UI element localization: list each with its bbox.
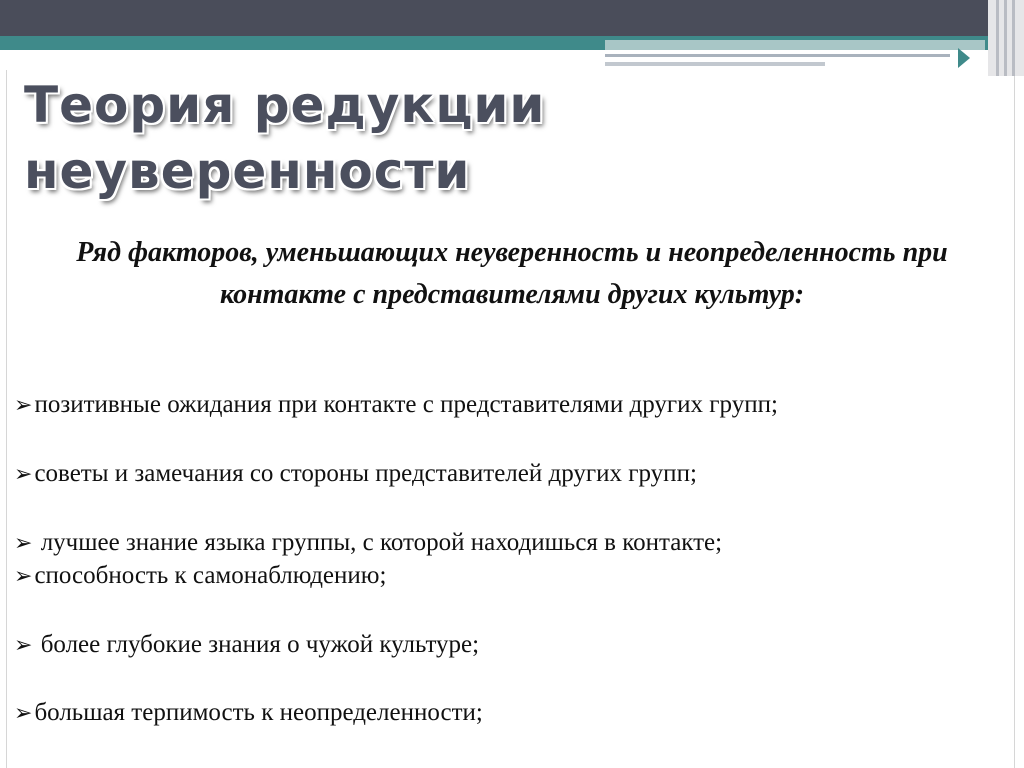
header-band-light (605, 40, 985, 50)
arrow-bullet-icon: ➢ (14, 700, 33, 725)
corner-triangle-icon (958, 48, 970, 68)
header-stripe-short (605, 62, 825, 66)
bullet-item (14, 459, 1004, 489)
corner-decoration (988, 0, 1024, 76)
arrow-bullet-icon: ➢ (14, 392, 33, 417)
arrow-bullet-icon: ➢ (14, 530, 33, 555)
bullet-item (14, 698, 1004, 728)
arrow-bullet-icon: ➢ (14, 563, 33, 588)
arrow-bullet-icon: ➢ (14, 461, 33, 486)
frame-line-left (6, 70, 7, 768)
slide-subtitle: Ряд факторов, уменьшающих неуверенность и неопределенность при контакте с представителями других культур: (76, 237, 948, 310)
bullet-item (14, 561, 1004, 591)
title-line: неуверенности (24, 142, 471, 200)
title-line: Теория редукции (24, 76, 546, 134)
slide-title (24, 72, 624, 204)
bullet-text: способность к самонаблюдению; (34, 562, 387, 589)
bullet-text: советы и замечания со стороны представителей других групп; (34, 460, 697, 487)
arrow-bullet-icon: ➢ (14, 632, 33, 657)
header-band-dark (0, 0, 1024, 36)
bullet-item (14, 528, 1004, 558)
bullet-text: большая терпимость к неопределенности; (34, 699, 483, 726)
bullet-item (14, 390, 1004, 420)
bullet-text: более глубокие знания о чужой культуре; (34, 631, 480, 658)
bullet-item (14, 630, 1004, 660)
frame-line-right (1014, 76, 1015, 768)
header-stripe (605, 54, 950, 57)
bullet-text: лучшее знание языка группы, с которой находишься в контакте; (34, 529, 723, 556)
bullet-text: позитивные ожидания при контакте с представителями других групп; (34, 391, 778, 418)
